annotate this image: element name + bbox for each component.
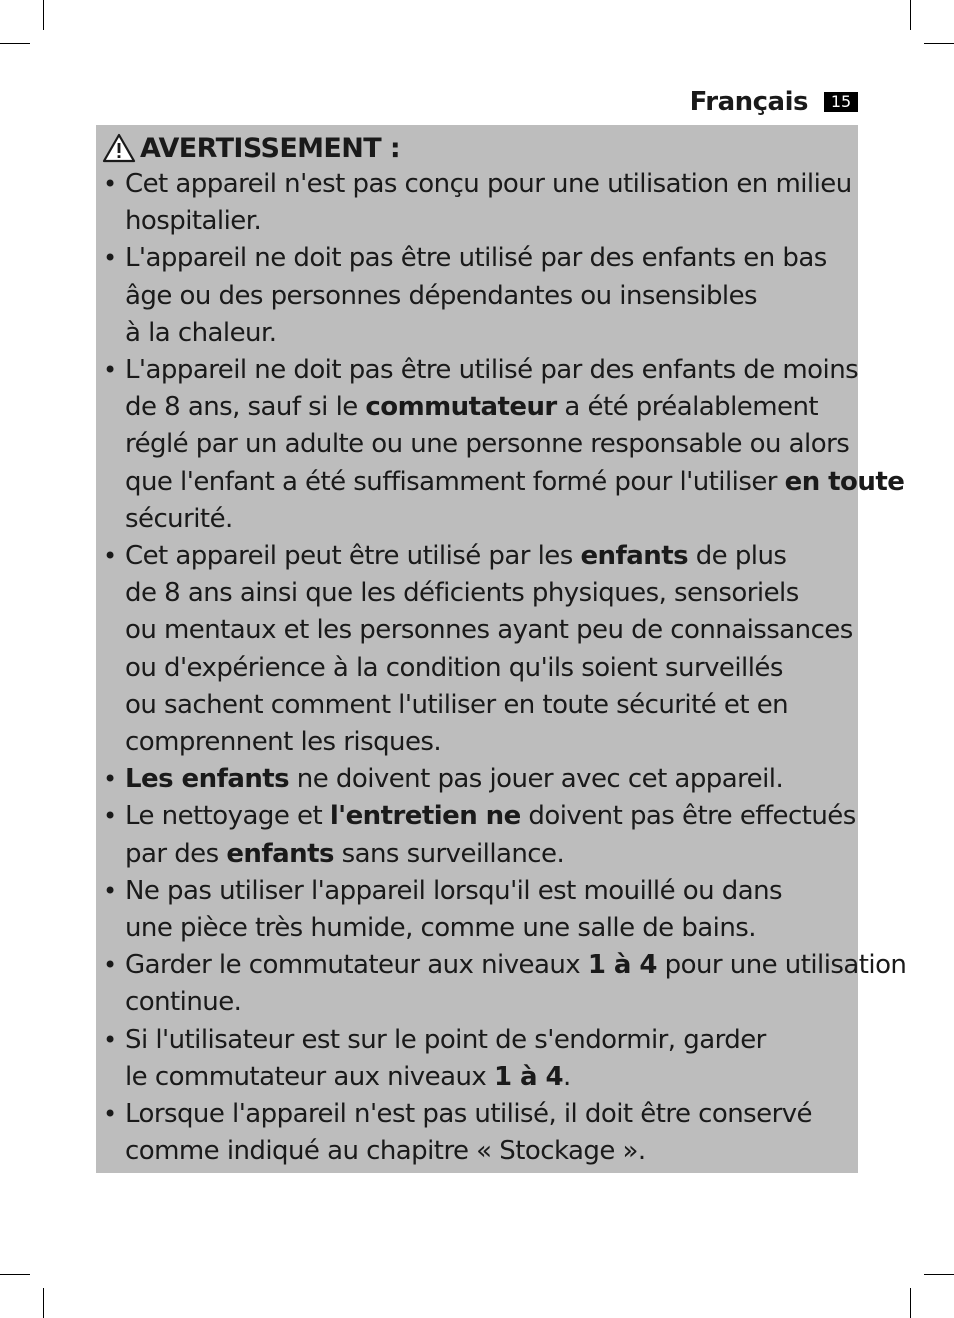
bullet-icon: • [103, 876, 117, 905]
text-segment: Le nettoyage et [125, 801, 330, 832]
text-line [125, 575, 858, 612]
text-segment: âge ou des personnes dépendantes ou insensibles [125, 280, 758, 311]
warning-triangle-icon [102, 133, 136, 163]
text-segment: comme indiqué au chapitre « Stockage ». [125, 1136, 646, 1167]
text-segment: Cet appareil n'est pas conçu pour une utilisation en milieu [125, 169, 852, 199]
warning-title: AVERTISSEMENT : [140, 132, 401, 164]
text-segment: Si l'utilisateur est sur le point de s'endormir, garder [125, 1024, 766, 1055]
text-segment: L'appareil ne doit pas être utilisé par des enfants en bas [125, 243, 827, 274]
bold-text: enfants [580, 541, 689, 572]
bullet-icon: • [103, 542, 117, 571]
bullet-icon: • [103, 765, 117, 794]
warning-list-item [96, 798, 858, 872]
language-label: Français [689, 87, 808, 117]
text-segment: de 8 ans ainsi que les déficients physiques, sensoriels [125, 578, 799, 609]
text-segment: Lorsque l'appareil n'est pas utilisé, il doit être conservé [125, 1099, 812, 1130]
text-line [125, 724, 858, 761]
text-segment: sans surveillance. [333, 838, 565, 869]
text-line [125, 166, 858, 203]
text-line [125, 1059, 858, 1096]
text-segment: Garder le commutateur aux niveaux [125, 950, 588, 981]
text-segment: de 8 ans, sauf si le [125, 392, 366, 423]
bullet-icon: • [103, 1100, 117, 1129]
bullet-icon: • [103, 951, 117, 980]
text-line [125, 1133, 858, 1170]
text-line [125, 836, 858, 873]
page-number: 15 [824, 92, 858, 112]
text-line [125, 687, 858, 724]
text-segment: ou d'expérience à la condition qu'ils soient surveillés [125, 652, 783, 683]
bullet-icon: • [103, 244, 117, 273]
text-line [125, 910, 858, 947]
warning-list-item [96, 1096, 858, 1170]
bullet-icon: • [103, 802, 117, 831]
text-segment: à la chaleur. [125, 317, 277, 348]
text-segment: ou sachent comment l'utiliser en toute sécurité et en [125, 689, 789, 720]
text-segment: comprennent les risques. [125, 727, 442, 758]
warning-list-item [96, 761, 858, 798]
text-segment: par des [125, 838, 227, 869]
warning-heading [102, 131, 400, 165]
text-line [125, 1022, 858, 1059]
warning-list [96, 166, 907, 1170]
text-segment: continue. [125, 987, 242, 1018]
text-line [125, 798, 858, 835]
bullet-icon: • [103, 170, 117, 198]
text-segment: ou mentaux et les personnes ayant peu de connaissances [125, 615, 853, 646]
text-line [125, 947, 907, 984]
text-line [125, 612, 858, 649]
text-segment: L'appareil ne doit pas être utilisé par des enfants de moins [125, 355, 859, 386]
text-segment: ne doivent pas jouer avec cet appareil. [289, 764, 784, 795]
text-line [125, 203, 858, 240]
bold-text: enfants [226, 838, 334, 869]
text-segment: hospitalier. [125, 206, 262, 237]
crop-mark [924, 1274, 954, 1275]
text-segment: . [563, 1061, 571, 1092]
warning-list-item [96, 538, 858, 761]
text-segment: Cet appareil peut être utilisé par les [125, 541, 581, 572]
text-line [125, 984, 858, 1021]
warning-list-item [96, 947, 907, 1021]
text-segment: Ne pas utiliser l'appareil lorsqu'il est mouillé ou dans [125, 875, 783, 906]
warning-list-item [96, 166, 858, 240]
text-segment: réglé par un adulte ou une personne responsable ou alors [125, 429, 850, 460]
crop-mark [0, 1274, 30, 1275]
text-line [125, 873, 858, 910]
warning-list-item [96, 352, 905, 538]
bullet-icon: • [103, 1025, 117, 1054]
warning-list-item [96, 240, 858, 352]
text-segment: doivent pas être effectués [520, 801, 856, 832]
text-segment: que l'enfant a été suffisamment formé pour l'utiliser [125, 466, 785, 497]
text-line [125, 389, 858, 426]
text-line [125, 761, 858, 798]
text-line [125, 426, 858, 463]
crop-mark [43, 1288, 44, 1318]
bold-text: Les enfants [125, 764, 290, 795]
text-line [125, 1096, 858, 1133]
crop-mark [924, 43, 954, 44]
text-line [125, 278, 858, 315]
text-line [125, 538, 858, 575]
text-line [125, 501, 858, 538]
crop-mark [43, 0, 44, 30]
text-segment: sécurité. [125, 503, 233, 534]
text-line [125, 352, 858, 389]
crop-mark [910, 1288, 911, 1318]
text-line [125, 315, 858, 352]
bold-text: commutateur [365, 392, 557, 423]
bold-text: en toute [784, 466, 905, 497]
text-segment: a été préalablement [556, 392, 819, 423]
warning-box [96, 125, 907, 1173]
bullet-icon: • [103, 356, 117, 385]
page-header [690, 86, 858, 118]
warning-list-item [96, 1022, 858, 1096]
text-segment: de plus [688, 541, 787, 572]
bold-text: 1 à 4 [493, 1061, 564, 1092]
text-segment: une pièce très humide, comme une salle de bains. [125, 913, 756, 944]
text-line [125, 240, 858, 277]
text-line [125, 464, 905, 501]
warning-list-item [96, 873, 858, 947]
crop-mark [910, 0, 911, 30]
bold-text: l'entretien ne [329, 801, 521, 832]
text-segment: pour une utilisation [656, 950, 907, 981]
crop-mark [0, 43, 30, 44]
text-segment: le commutateur aux niveaux [125, 1061, 494, 1092]
bold-text: 1 à 4 [587, 950, 657, 981]
text-line [125, 650, 858, 687]
